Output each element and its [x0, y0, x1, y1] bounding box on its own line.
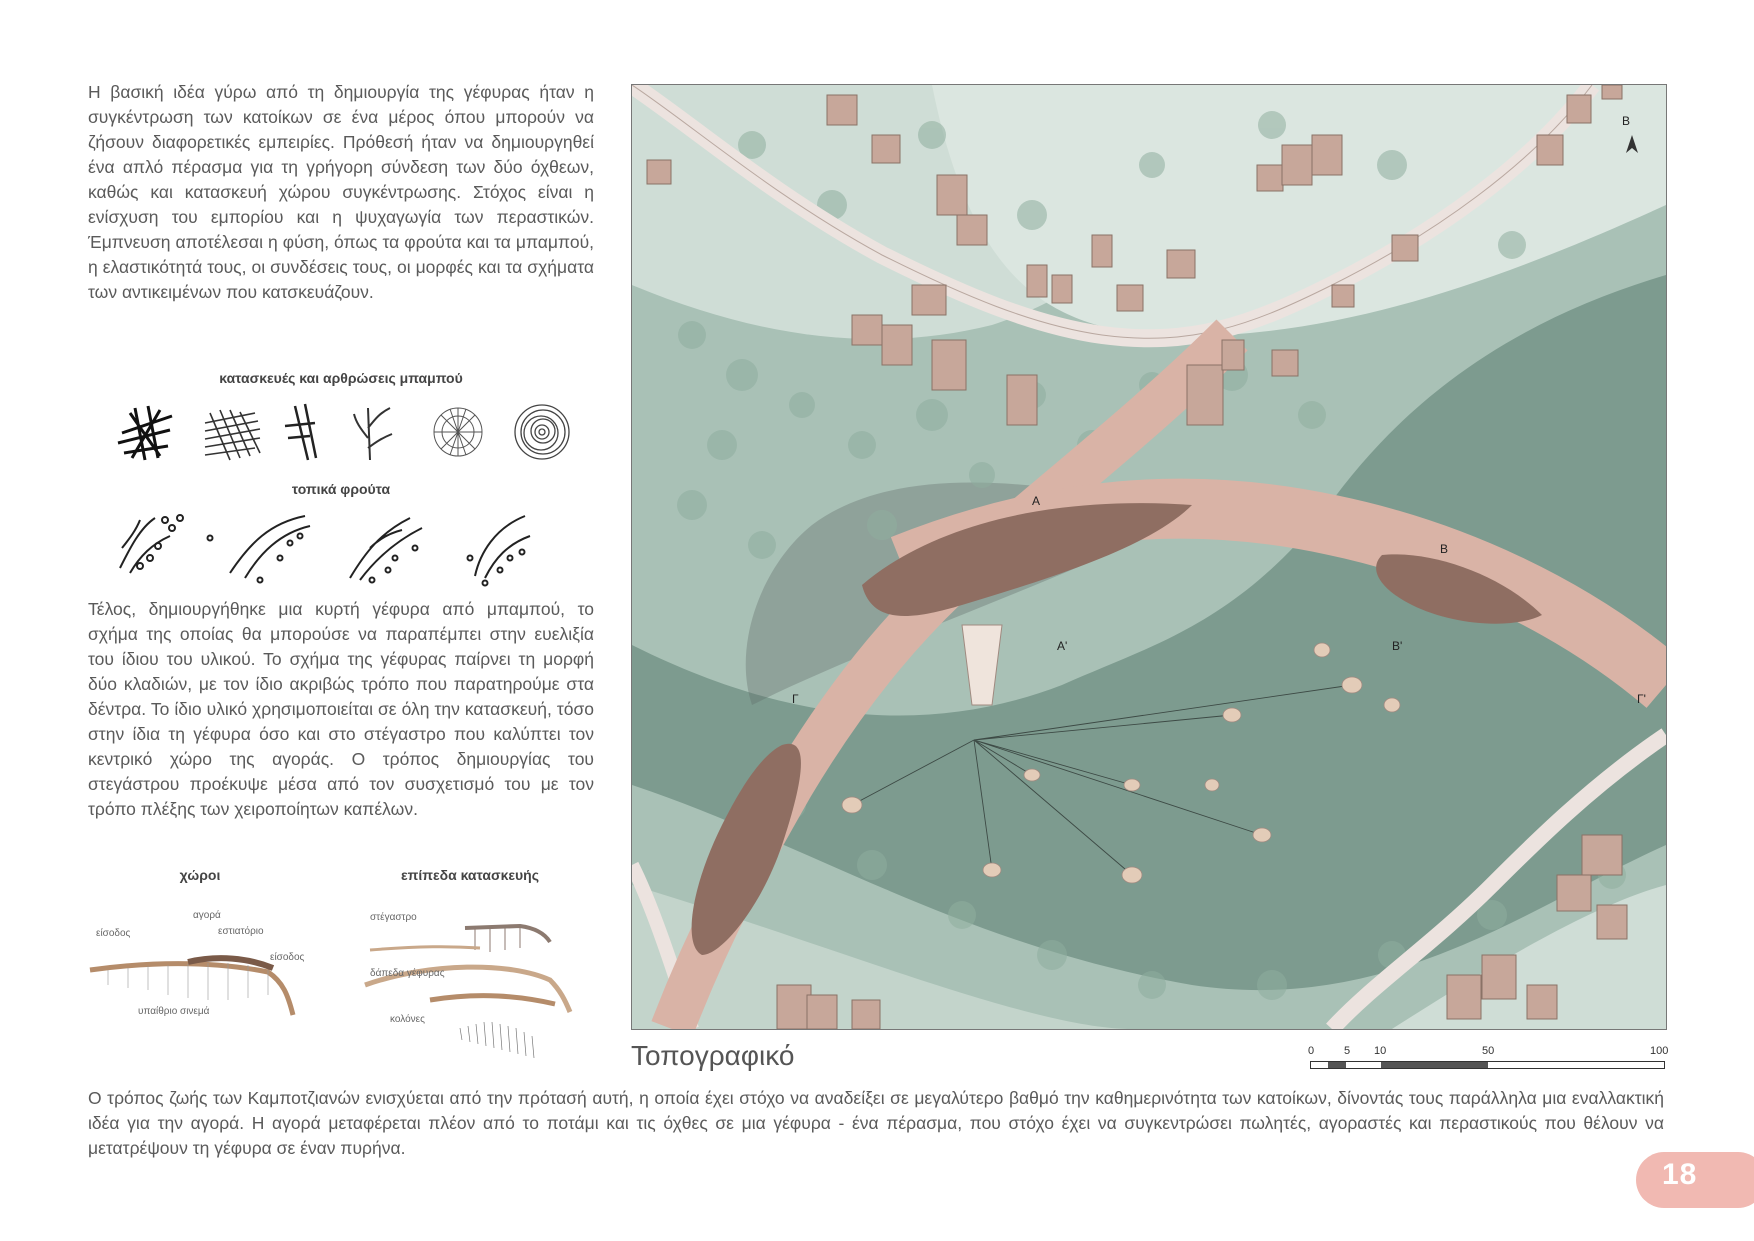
local-fruits-sketches: [110, 508, 580, 588]
section-b-prime: B': [1392, 639, 1403, 653]
section-g: Γ: [792, 692, 799, 706]
bamboo-heading: κατασκευές και αρθρώσεις μπαμπού: [219, 370, 463, 386]
fruit-twig-icon: [350, 518, 422, 583]
fruits-heading: τοπικά φρούτα: [291, 481, 391, 497]
bamboo-joint-icon: [285, 404, 316, 460]
intro-paragraph: Η βασική ιδέα γύρω από τη δημιουργία της γέφυρας ήταν η συγκέντρωση των κατοίκων σε ένα μέρος όπου μπορούν να ζήσουν διαφορετικές εμπειρίες. Πρόθεσή ήταν να δημιουργηθεί ένα απλό πέρασμα για τη γρήγορη σύνδεση των δύο όχθεων, καθώς και κατασκευή χώρου συγκέντρωσης. Στόχος είναι η ενίσχυση του εμπορίου και η ψυχαγωγία των περαστικών. Έμπνευση αποτέλεσαι η φύση, όπως τα φρούτα και τα μπαμπού, η ελαστικότητά τους, οι συνδέσεις τους, οι μορφές και τα σχήματα των αντικειμένων που κατσκευάζουν.: [88, 82, 594, 302]
label-entrance-2: είσοδος: [270, 952, 305, 963]
spaces-diagram: [88, 900, 318, 1030]
fruit-branch-icon: [120, 515, 183, 573]
section-a-prime: A': [1057, 639, 1068, 653]
scale-bar-graphic: [1310, 1061, 1665, 1069]
label-market: αγορά: [193, 910, 221, 921]
section-b: B: [1440, 542, 1449, 556]
label-cinema: υπαίθριο σινεμά: [138, 1006, 210, 1017]
label-bridge-floors: δάπεδα γέφυρας: [370, 968, 445, 979]
bottom-paragraph: Ο τρόπος ζωής των Καμποτζιανών ενισχύεται από την πρότασή αυτή, η οποία έχει στόχο να αναδείξει σε μεγαλύτερο βαθμό την καθημερινότητα των κατοίκων, δίνοντάς τους παράλληλα μια εναλλακτική ιδέα για την αγορά. Η αγορά μεταφέρεται πλέον από το ποτάμι και τις όχθες σε μια γέφυρα - ένα πέρασμα, που στόχο έχει να συγκεντρώσει πωλητές, αγοραστές και περαστικούς που θέλουν να μετατρέψουν τη γέφυρα σε έναν πυρήνα.: [88, 1088, 1664, 1158]
bamboo-section-icon: [434, 408, 482, 456]
label-restaurant: εστιατόριο: [218, 926, 264, 937]
spaces-heading: χώροι: [179, 867, 221, 883]
page-number: 18: [1662, 1158, 1698, 1191]
section-g-prime: Γ': [1637, 692, 1646, 706]
scale-label-0: 0: [1308, 1045, 1315, 1057]
fruit-sprig-icon: [468, 516, 531, 586]
north-label: B: [1622, 114, 1631, 128]
bamboo-joints-sketches: [110, 398, 580, 468]
label-columns: κολόνες: [390, 1014, 425, 1025]
label-entrance-1: είσοδος: [96, 928, 131, 939]
closing-paragraph: Τέλος, δημιουργήθηκε μια κυρτή γέφυρα από μπαμπού, το σχήμα της οποίας θα μπορούσε να παραπέμπει στην ευελιξία του ίδιου του υλικού. Το σχήμα της γέφυρας παίρνει τη μορφή δύο κλαδιών, με τον ίδιο ακριβώς τρόπο που παρατηρούμε στα δέντρα. Το ίδιο υλικό χρησιμοποιείται σε όλη την κατασκευή, τόσο στην ίδια τη γέφυρα όσο και στο στέγαστρο που καλύπτει τον κεντρικό χώρο της αγοράς. Ο τρόπος δημιουργίας του στεγάστρου προέκυψε μέσα από τον συσχετισμό του με τον τρόπο πλέξης των χειροποίητων καπέλων.: [88, 599, 594, 819]
scale-label-10: 10: [1374, 1045, 1387, 1057]
bamboo-cross-icon: [118, 406, 172, 460]
bamboo-rings-icon: [515, 405, 569, 459]
fruit-curve-icon: [208, 516, 311, 583]
levels-heading: επίπεδα κατασκευής: [400, 867, 540, 883]
bamboo-stalk-icon: [354, 408, 392, 460]
scale-bar: [1308, 1045, 1669, 1069]
scale-label-5: 5: [1344, 1045, 1351, 1057]
section-a: A: [1032, 494, 1041, 508]
map-title: Τοπογραφικό: [631, 1040, 795, 1071]
scale-label-100: 100: [1650, 1045, 1669, 1057]
site-plan-map: [631, 84, 1667, 1030]
scale-label-50: 50: [1482, 1045, 1495, 1057]
construction-levels-diagram: [360, 900, 600, 1075]
label-canopy: στέγαστρο: [370, 912, 417, 923]
bamboo-grid-icon: [205, 410, 260, 460]
